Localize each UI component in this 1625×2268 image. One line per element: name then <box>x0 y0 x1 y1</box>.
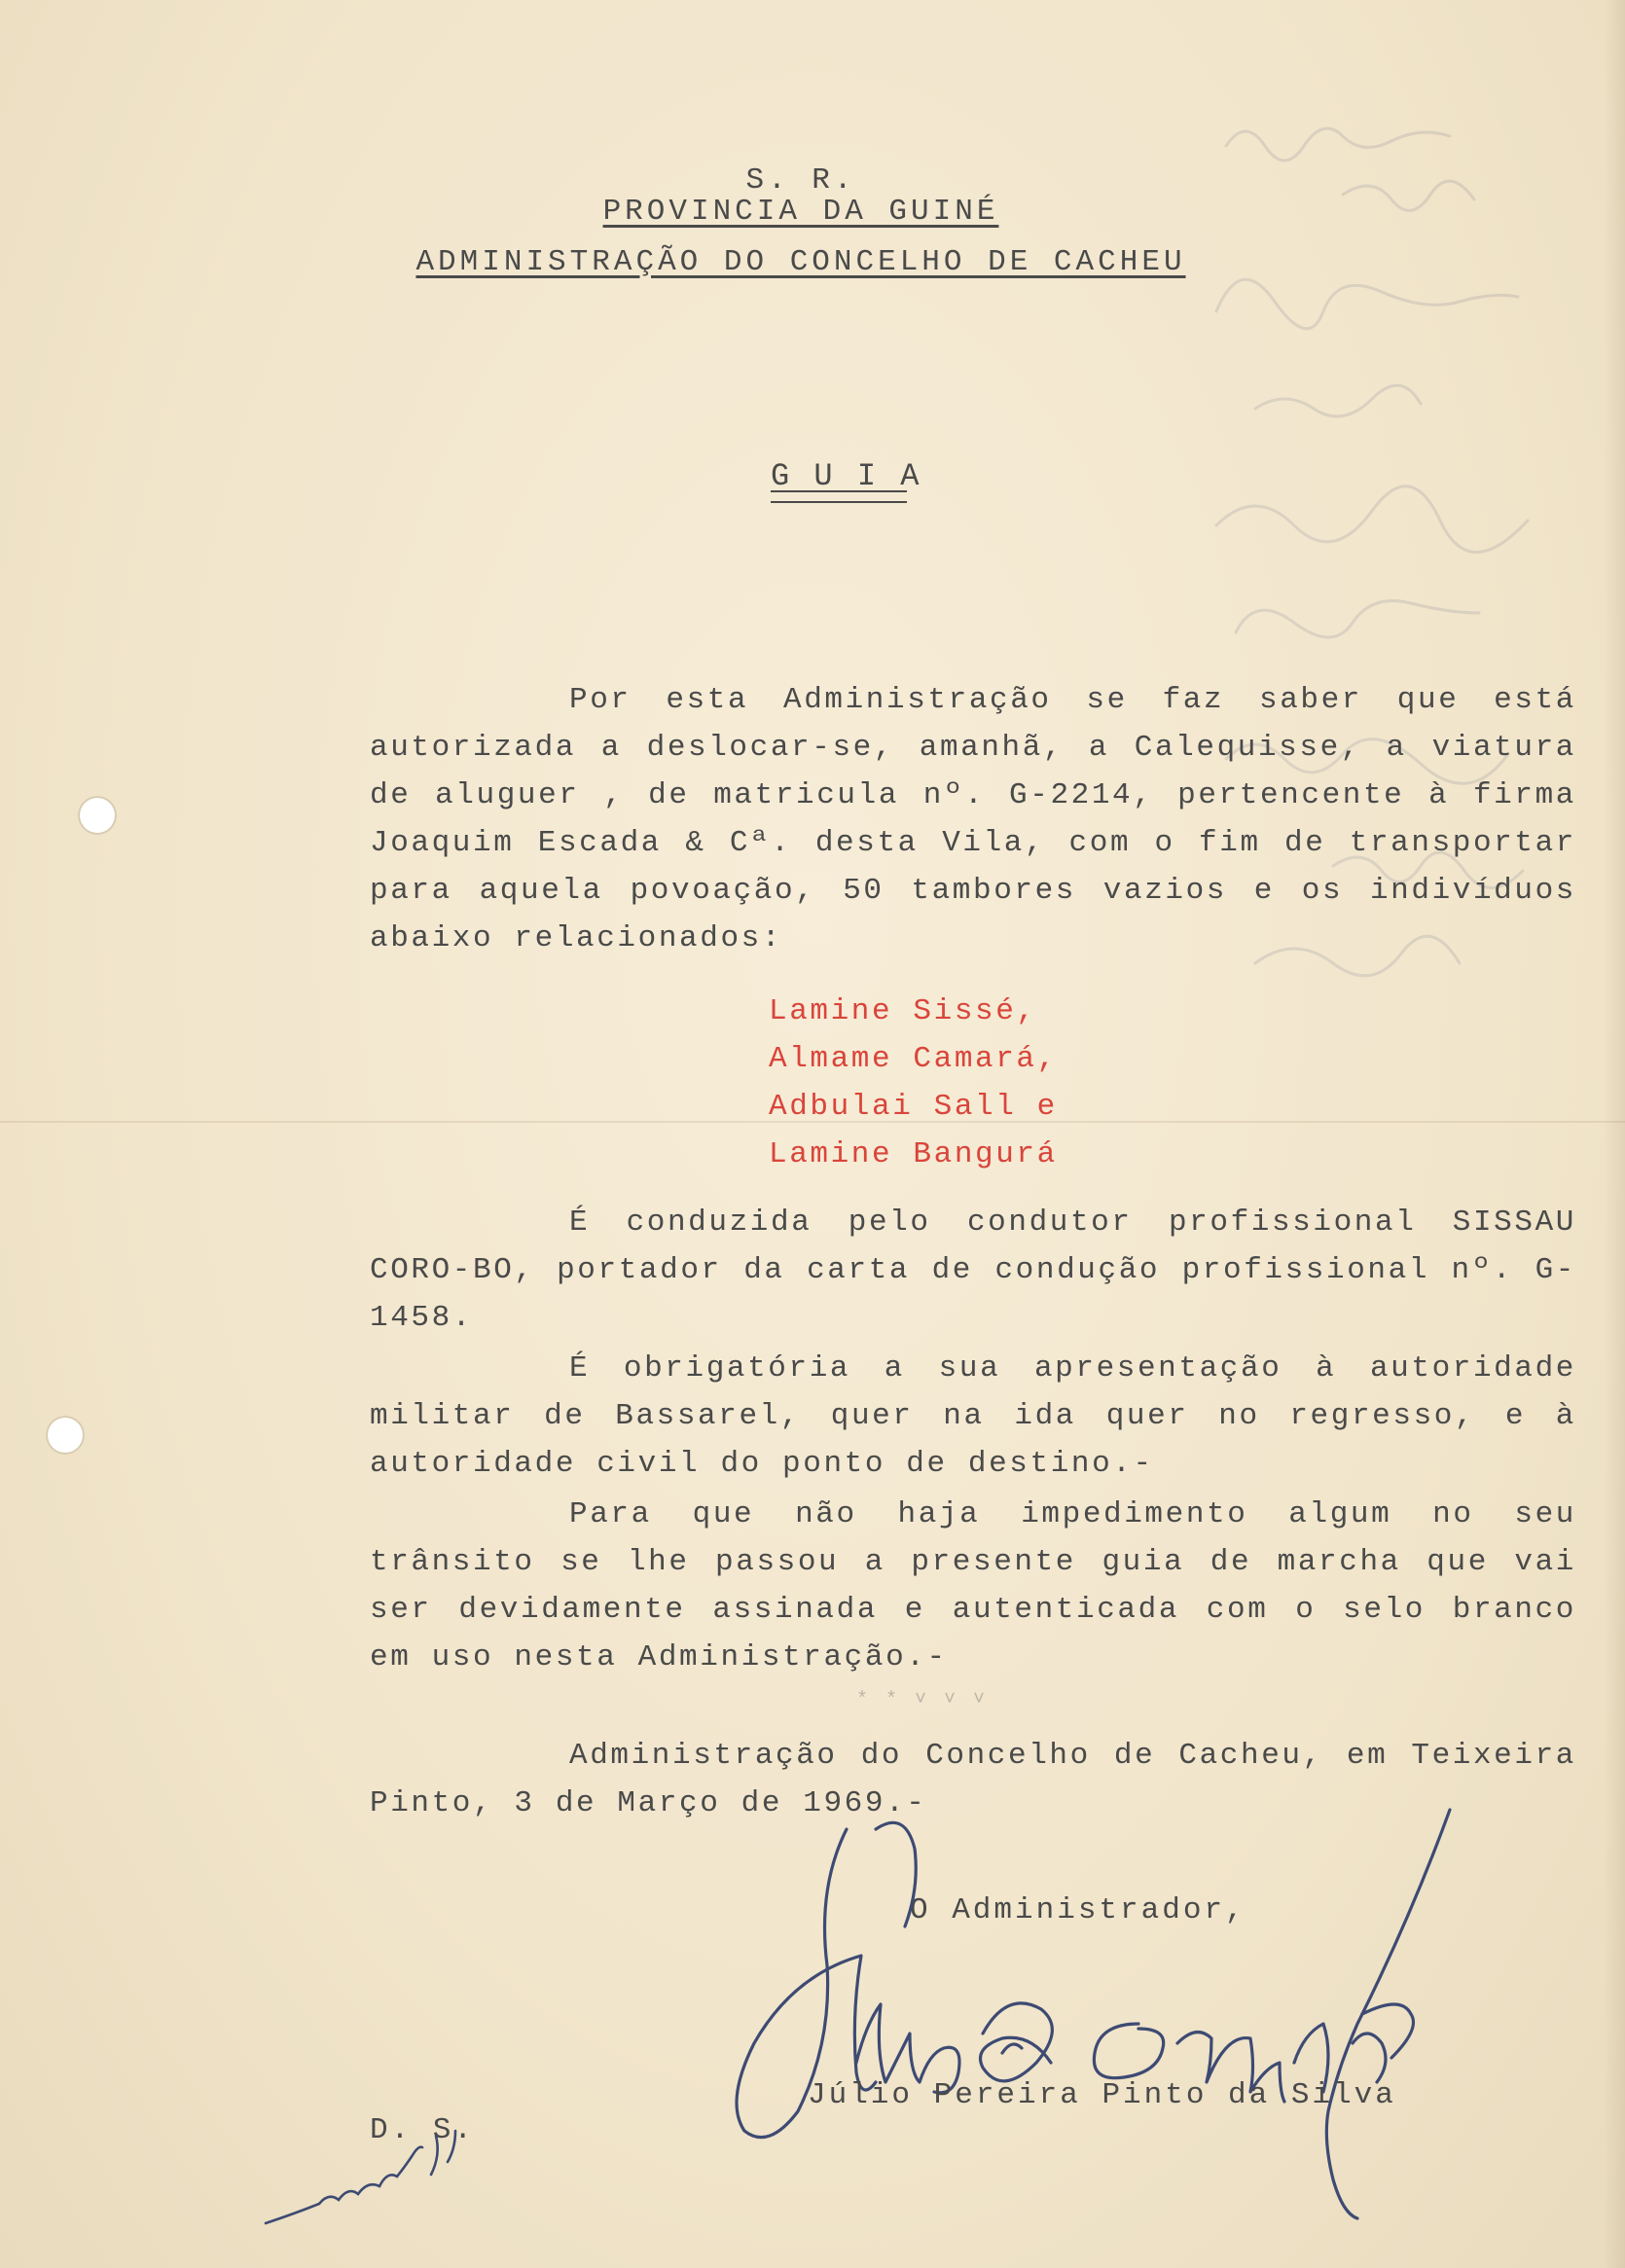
paragraph-driver: É conduzida pelo condutor profissional SISSAU CORO-BO, portador da carta de condução profissional nº. G-1458. <box>370 1206 1576 1335</box>
punch-hole <box>78 796 117 835</box>
paragraph-authorization: Por esta Administração se faz saber que está autorizada a deslocar-se, amanhã, a Calequisse, a viatura de aluguer , de matricula nº. G-2214, pertencente à firma Joaquim Escada & Cª. desta Vila, com o fim de transportar para aquela povoação, 50 tambores vazios e os indivíduos abaixo relacionados: <box>370 683 1576 955</box>
paper-edge <box>1604 0 1625 2268</box>
signature-role: O Administrador, <box>910 1893 1246 1927</box>
passenger-list <box>769 988 1058 1178</box>
paragraph-transit: Para que não haja impedimento algum no seu trânsito se lhe passou a presente guia de marcha que vai ser devidamente assinada e autenticada com o selo branco em uso nesta Administração.- <box>370 1497 1576 1674</box>
signatory-name: Júlio Pereira Pinto da Silva <box>808 2078 1396 2112</box>
header-administration: ADMINISTRAÇÃO DO CONCELHO DE CACHEU <box>415 245 1186 279</box>
seal-mark: * * ˅ ˅ ˅ <box>856 1689 989 1711</box>
passenger-name: Lamine Bangurá <box>769 1137 1058 1171</box>
passenger-name: Almame Camará, <box>769 1042 1058 1076</box>
header-province: PROVINCIA DA GUINÉ <box>602 195 999 229</box>
document-title: G U I A <box>771 458 922 494</box>
closing-place-date: Administração do Concelho de Cacheu, em Teixeira Pinto, 3 de Março de 1969.- <box>370 1739 1576 1820</box>
header-sr: S. R. <box>745 163 856 198</box>
passenger-name: Adbulai Sall e <box>769 1090 1058 1124</box>
title-underline <box>771 490 907 503</box>
document-body <box>370 676 1576 962</box>
passenger-name: Lamine Sissé, <box>769 994 1037 1028</box>
footer-initials: D. S. <box>370 2113 476 2147</box>
handwritten-signature <box>720 1790 1479 2238</box>
punch-hole <box>46 1416 85 1455</box>
document-body-2 <box>370 1199 1576 1827</box>
paragraph-presentation: É obrigatória a sua apresentação à autoridade militar de Bassarel, quer na ida quer no regresso, e à autoridade civil do ponto de destino.- <box>370 1351 1576 1481</box>
footer-initials-scribble <box>261 2126 514 2233</box>
